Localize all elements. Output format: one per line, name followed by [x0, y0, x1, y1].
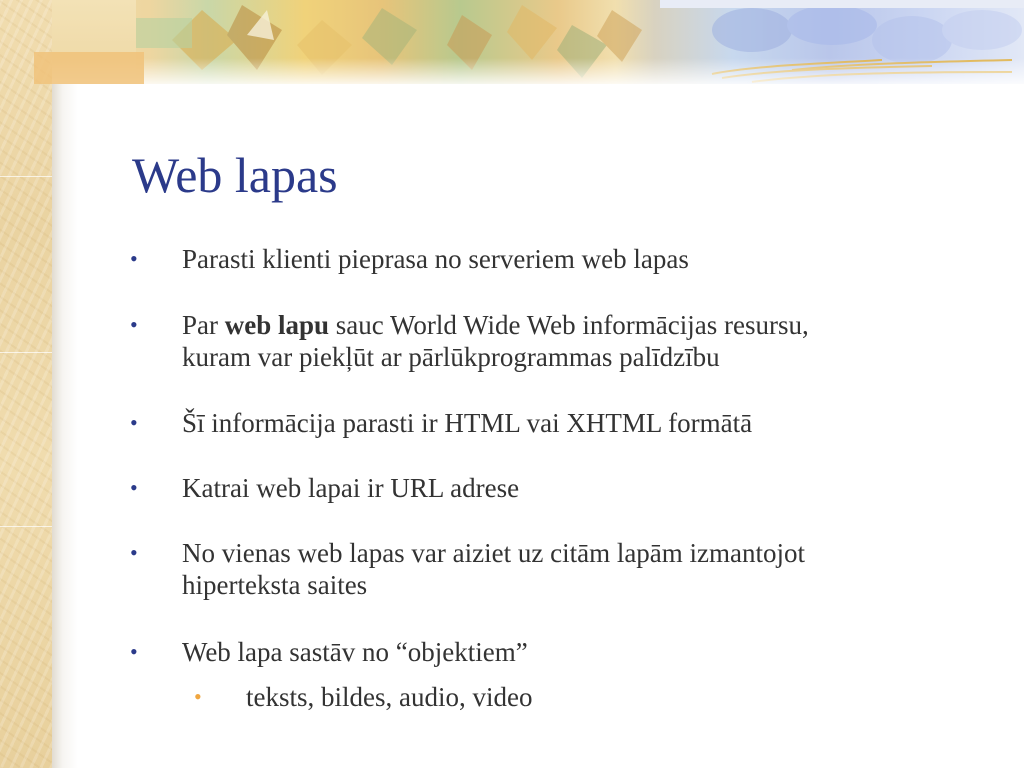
orange-accent-bar: [34, 52, 144, 84]
bullet-text-line2: kuram var piekļūt ar pārlūkprogrammas palīdzību: [182, 342, 720, 372]
banner-top-strip: [660, 0, 1024, 8]
bullet-text-line2: hiperteksta saites: [182, 570, 368, 600]
left-parchment-strip: [0, 0, 52, 768]
bullet-icon: •: [130, 639, 138, 664]
bullet-text-pre: Par: [182, 310, 225, 340]
bullet-text: [182, 309, 982, 373]
bullet-item: [130, 309, 990, 373]
bullet-text-line1: No vienas web lapas var aiziet uz citām lapām izmantojot: [182, 538, 806, 568]
bullet-text: Parasti klienti pieprasa no serveriem web lapas: [182, 244, 689, 274]
bullet-text-bold: web lapu: [224, 310, 330, 340]
bullet-icon: •: [130, 540, 138, 565]
banner-fade: [52, 58, 1024, 84]
bullet-item: [130, 537, 990, 601]
bullet-text: Šī informācija parasti ir HTML vai XHTML formātā: [182, 408, 753, 438]
bullet-icon: •: [130, 410, 138, 435]
bullet-text: [182, 537, 982, 601]
sub-bullet-text: teksts, bildes, audio, video: [246, 682, 533, 712]
bullet-icon: •: [130, 475, 138, 500]
bullet-text: Web lapa sastāv no “objektiem”: [182, 637, 528, 667]
slide-title: Web lapas: [132, 147, 338, 203]
bullet-icon: •: [130, 312, 138, 337]
bullet-text: Katrai web lapai ir URL adrese: [182, 473, 520, 503]
page-shadow: [52, 84, 78, 768]
bullet-text-post: sauc World Wide Web informācijas resursu,: [329, 310, 809, 340]
decorative-banner: [52, 0, 1024, 84]
sub-bullet-icon: •: [194, 684, 202, 709]
bullet-icon: •: [130, 246, 138, 271]
